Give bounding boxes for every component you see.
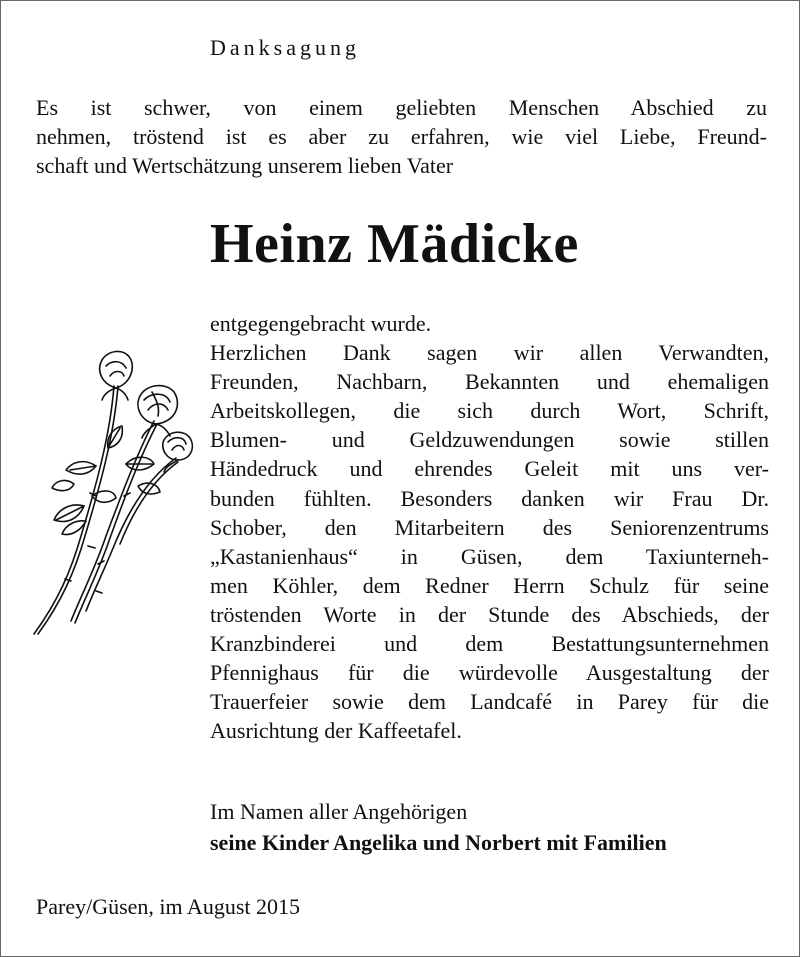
body-line: Händedruck und ehrendes Geleit mit uns ver- [210,456,769,482]
body-line: „Kastanienhaus“ in Güsen, dem Taxiunterneh- [210,543,769,569]
body-paragraph [210,309,769,745]
intro-line: schaft und Wertschätzung unserem lieben Vater [36,153,454,178]
closing-line: Im Namen aller Angehörigen [210,799,468,824]
heading: Danksagung [210,35,360,60]
body-line: bunden fühlten. Besonders danken wir Frau Dr. [210,485,769,511]
body-line: entgegengebracht wurde. [210,311,432,336]
body-line: tröstenden Worte in der Stunde des Abschieds, der [210,601,769,627]
deceased-name: Heinz Mädicke [210,213,579,275]
body-line: Schober, den Mitarbeitern des Seniorenzentrums [210,514,769,540]
body-line: Ausrichtung der Kaffeetafel. [210,718,462,744]
place-date: Parey/Güsen, im August 2015 [36,894,300,919]
roses-icon [26,346,201,636]
body-line: Kranzbinderei und dem Bestattungsunternehmen [210,631,769,657]
body-line: Arbeitskollegen, die sich durch Wort, Schrift, [210,398,769,424]
signers: seine Kinder Angelika und Norbert mit Familien [210,830,667,855]
intro-line: Es ist schwer, von einem geliebten Menschen Abschied zu [36,95,767,120]
body-line: men Köhler, dem Redner Herrn Schulz für seine [210,572,769,598]
body-line: Trauerfeier sowie dem Landcafé in Parey für die [210,689,769,715]
body-line: Blumen- und Geldzuwendungen sowie stillen [210,427,769,453]
body-line: Freunden, Nachbarn, Bekannten und ehemaligen [210,369,769,395]
body-line: Herzlichen Dank sagen wir allen Verwandten, [210,340,769,366]
intro-line: nehmen, tröstend ist es aber zu erfahren, wie viel Liebe, Freund- [36,124,767,149]
intro-paragraph [36,93,767,180]
body-line: Pfennighaus für die würdevolle Ausgestaltung der [210,660,769,686]
